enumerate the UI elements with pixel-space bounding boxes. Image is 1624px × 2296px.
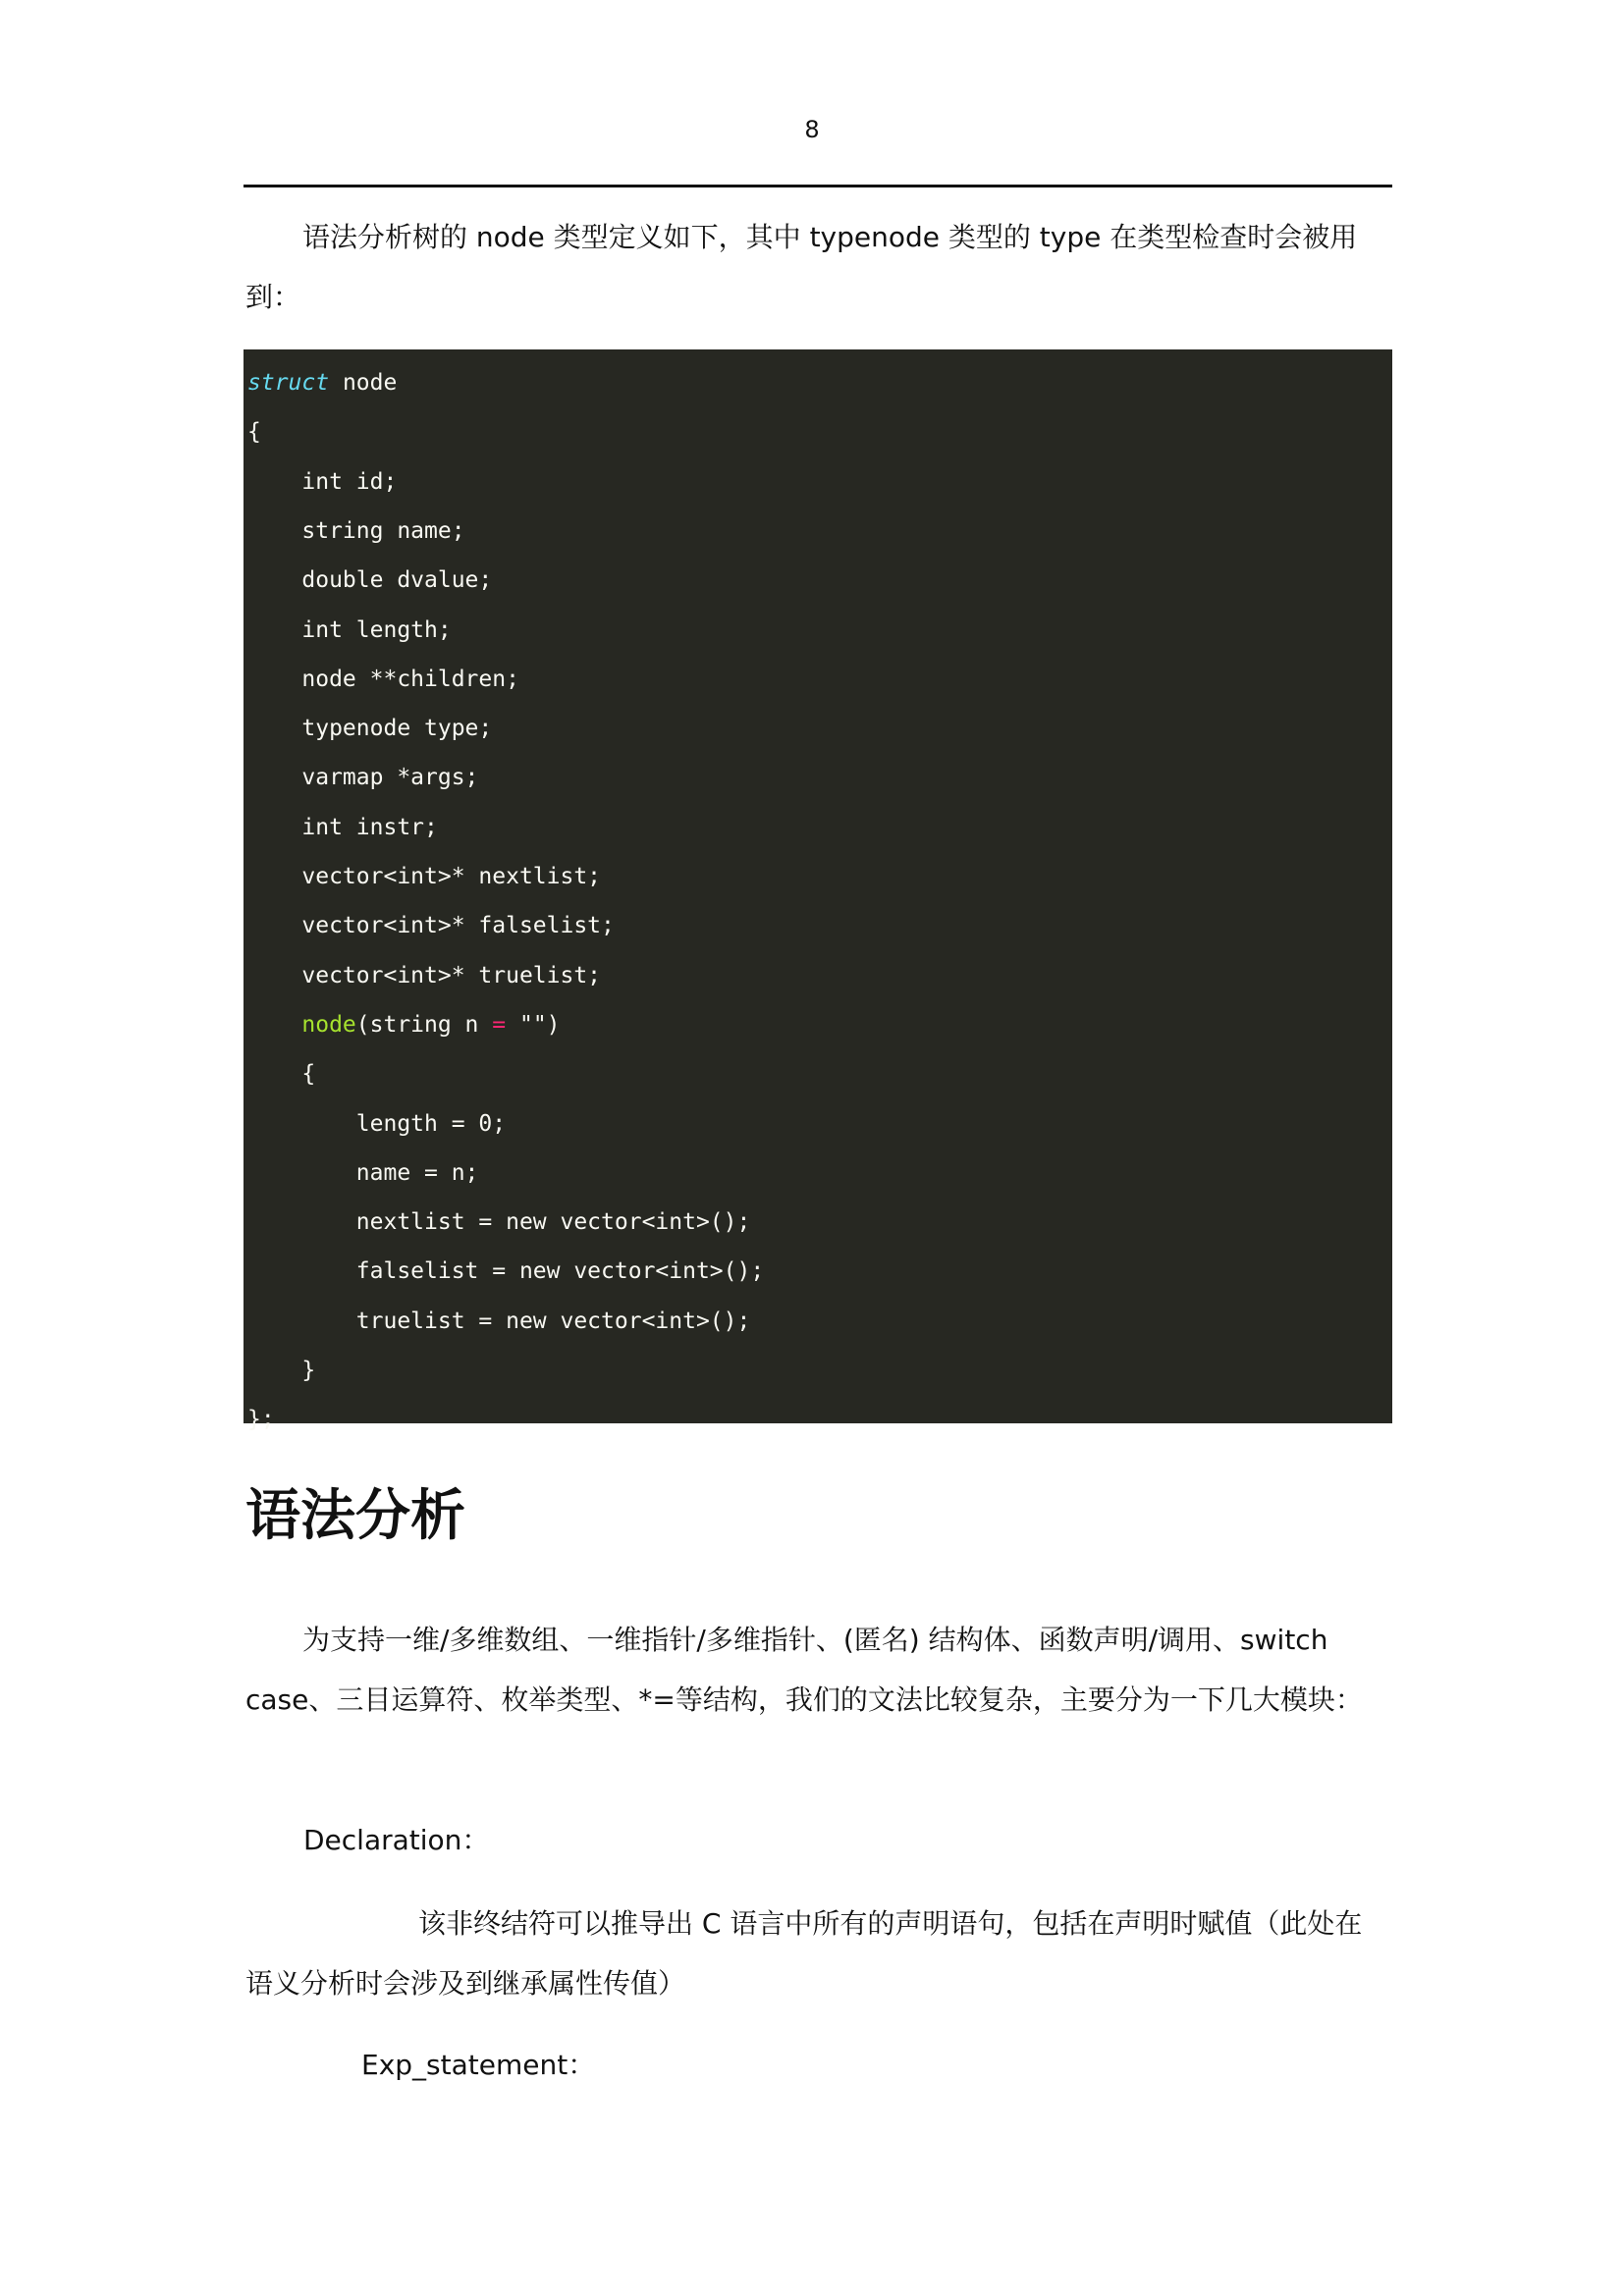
intro-paragraph: 语法分析树的 node 类型定义如下，其中 typenode 类型的 type 在类型检查时会被用到： [245, 221, 1358, 313]
code-line [247, 906, 615, 945]
code-token-op: = [492, 1011, 507, 1038]
code-token: nextlist = new vector<int>(); [355, 1209, 751, 1236]
code-token: typenode type; [301, 716, 493, 742]
code-line [247, 660, 519, 699]
code-line [247, 1153, 478, 1193]
code-token: } [301, 1358, 316, 1383]
code-line [247, 363, 397, 402]
code-line [247, 956, 601, 995]
code-line [247, 1252, 764, 1291]
code-token: vector<int>* nextlist; [301, 864, 602, 889]
code-token: { [301, 1061, 316, 1088]
code-token: varmap *args; [301, 765, 479, 791]
code-line [247, 709, 492, 748]
code-token: vector<int>* falselist; [301, 913, 615, 939]
code-line [247, 1302, 750, 1341]
code-token: "") [506, 1011, 561, 1038]
code-line [247, 1104, 506, 1144]
code-line [247, 561, 492, 600]
code-token-kw: struct [247, 370, 330, 396]
code-token: falselist = new vector<int>(); [355, 1258, 765, 1285]
exp-statement-label: Exp_statement： [361, 2049, 596, 2081]
code-line [247, 1054, 315, 1094]
code-line [247, 808, 438, 847]
code-line [247, 758, 478, 797]
code-token: double dvalue; [301, 567, 493, 594]
code-line [247, 1400, 275, 1439]
code-line [247, 462, 397, 502]
code-line [247, 1351, 315, 1390]
code-token: length = 0; [355, 1110, 507, 1137]
code-token: int id; [301, 468, 398, 495]
code-line [247, 611, 452, 650]
code-token: name = n; [355, 1159, 479, 1186]
header-rule [244, 185, 1392, 187]
code-token: string name; [301, 517, 465, 544]
code-token: }; [247, 1407, 275, 1433]
code-line [247, 1202, 750, 1242]
declaration-paragraph: 该非终结符可以推导出 C 语言中所有的声明语句，包括在声明时赋值（此处在语义分析时会涉及到继承属性传值） [245, 1907, 1363, 2000]
code-token: (string n [355, 1011, 493, 1038]
code-line [247, 511, 465, 551]
code-line [247, 412, 261, 452]
code-token: truelist = new vector<int>(); [355, 1308, 751, 1334]
page-number: 8 [804, 116, 820, 143]
code-token: int instr; [301, 814, 438, 840]
code-block [244, 349, 1392, 1433]
code-token: { [247, 419, 261, 446]
modules-paragraph: 为支持一维/多维数组、一维指针/多维指针、(匿名) 结构体、函数声明/调用、switch case、三目运算符、枚举类型、*=等结构，我们的文法比较复杂，主要分为一下几大模块： [245, 1624, 1363, 1716]
code-token: int length; [301, 616, 452, 643]
declaration-label: Declaration： [303, 1824, 490, 1856]
code-line [247, 1005, 561, 1044]
code-token-fn: node [301, 1011, 356, 1038]
code-token: vector<int>* truelist; [301, 962, 602, 988]
code-token: node **children; [301, 666, 519, 692]
section-heading: 语法分析 [245, 1484, 465, 1548]
code-line [247, 857, 601, 896]
code-token: node [329, 370, 398, 396]
